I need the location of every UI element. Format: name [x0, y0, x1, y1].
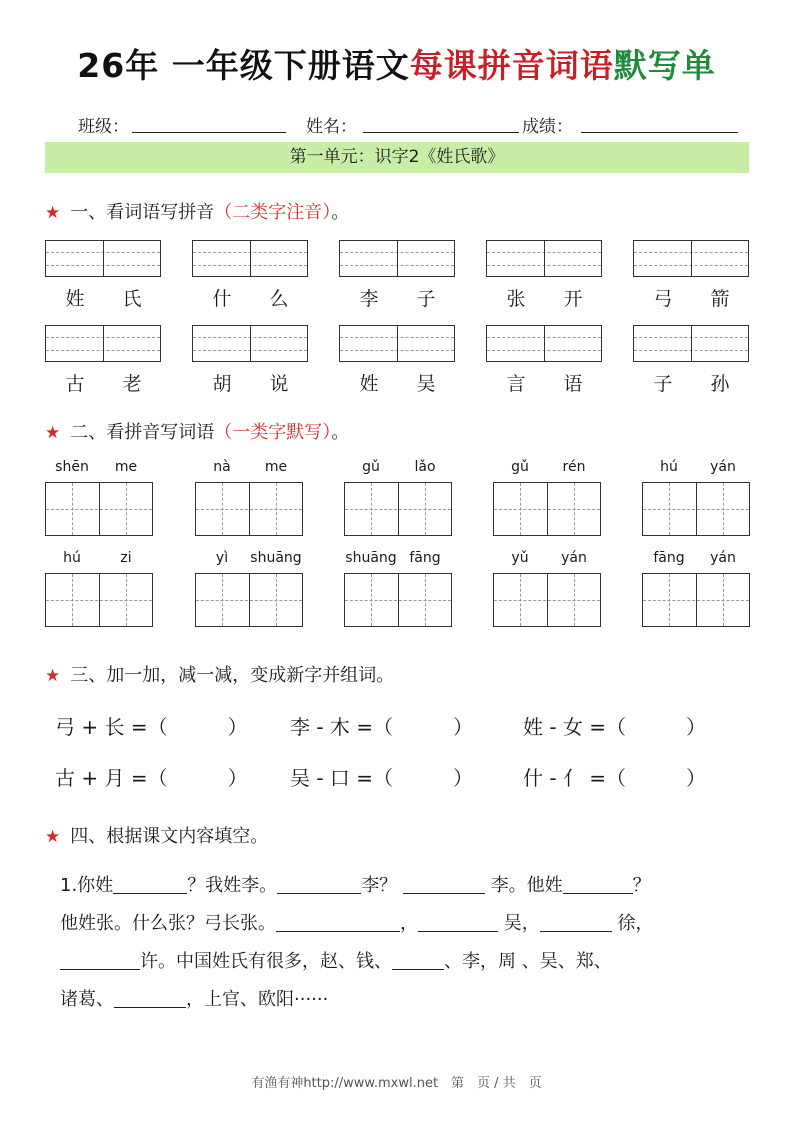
- fill-blank[interactable]: [540, 913, 612, 932]
- word-character: 什: [212, 288, 232, 310]
- word-character: 姓: [359, 373, 379, 395]
- fill-text: 、李，周 、吴、郑、: [444, 951, 612, 972]
- character-answer-box[interactable]: [195, 573, 303, 627]
- pinyin-label: nà: [213, 459, 231, 475]
- fill-line-3: [60, 947, 612, 973]
- character-answer-box[interactable]: [344, 573, 452, 627]
- fill-text: 吴，: [503, 913, 540, 934]
- pinyin-answer-box[interactable]: [339, 325, 455, 362]
- section-2-end: 。: [331, 422, 350, 443]
- word-character: 姓: [65, 288, 85, 310]
- fill-text: 李。他姓: [490, 875, 563, 896]
- character-answer-box[interactable]: [344, 482, 452, 536]
- pinyin-answer-box[interactable]: [192, 325, 308, 362]
- fill-blank[interactable]: [563, 875, 633, 894]
- fill-text: 李？: [361, 875, 398, 896]
- section-1-heading: [45, 198, 349, 224]
- pinyin-answer-box[interactable]: [339, 240, 455, 277]
- title-part-3: 默写单: [613, 46, 716, 85]
- word-character: 张: [506, 288, 526, 310]
- star-icon: ★: [45, 666, 61, 686]
- fill-text: 许。中国姓氏有很多，赵、钱、: [140, 951, 392, 972]
- fill-blank[interactable]: [392, 951, 444, 970]
- class-field[interactable]: [132, 132, 286, 133]
- fill-text: ，: [400, 913, 418, 934]
- fill-line-1: [60, 871, 651, 897]
- name-field[interactable]: [363, 132, 519, 133]
- class-label: 班级：: [78, 117, 129, 137]
- pinyin-label: shuāng: [345, 550, 397, 566]
- pinyin-answer-box[interactable]: [45, 240, 161, 277]
- equation-1[interactable]: 弓 + 长 =（ ）: [55, 715, 248, 739]
- character-answer-box[interactable]: [642, 573, 750, 627]
- fill-text: ？我姓李。: [187, 875, 278, 896]
- pinyin-label: yán: [710, 550, 736, 566]
- fill-text: ？: [632, 875, 651, 896]
- section-2-heading: [45, 418, 349, 444]
- section-1-end: 。: [331, 202, 350, 223]
- word-character: 氏: [122, 288, 142, 310]
- pinyin-label: yán: [710, 459, 736, 475]
- title-part-1: 26年 一年级下册语文: [77, 46, 410, 85]
- pinyin-label: gǔ: [511, 459, 529, 475]
- word-character: 弓: [653, 288, 673, 310]
- name-label: 姓名：: [306, 117, 357, 137]
- fill-text: 他姓张。什么张？弓长张。: [60, 913, 276, 934]
- word-character: 么: [269, 288, 289, 310]
- pinyin-label: me: [114, 459, 138, 475]
- section-4-heading: [45, 822, 268, 848]
- section-1-hint: （二类字注音）: [214, 202, 332, 223]
- character-answer-box[interactable]: [195, 482, 303, 536]
- pinyin-label: yán: [561, 550, 587, 566]
- character-answer-box[interactable]: [493, 482, 601, 536]
- fill-blank[interactable]: [276, 913, 400, 932]
- section-4-title: 四、根据课文内容填空。: [70, 826, 269, 847]
- fill-text: 徐，: [617, 913, 654, 934]
- fill-line-2: [60, 909, 653, 935]
- pinyin-label: hú: [63, 550, 81, 566]
- fill-text: ，上官、欧阳······: [186, 989, 329, 1010]
- word-character: 语: [563, 373, 583, 395]
- page-footer: 有渔有神http://www.mxwl.net 第 页 / 共 页: [251, 1076, 542, 1091]
- character-answer-box[interactable]: [493, 573, 601, 627]
- word-character: 言: [506, 373, 526, 395]
- pinyin-answer-box[interactable]: [633, 240, 749, 277]
- word-character: 吴: [416, 373, 436, 395]
- equation-3[interactable]: 姓 - 女 =（ ）: [523, 715, 707, 739]
- pinyin-label: shuāng: [250, 550, 302, 566]
- score-field[interactable]: [581, 132, 738, 133]
- pinyin-answer-box[interactable]: [486, 240, 602, 277]
- title-part-2: 每课拼音词语: [409, 46, 614, 85]
- fill-blank[interactable]: [418, 913, 498, 932]
- word-character: 说: [269, 373, 289, 395]
- section-3-title: 三、加一加，减一减，变成新字并组词。: [70, 665, 395, 686]
- pinyin-label: me: [264, 459, 288, 475]
- fill-text: 1.你姓: [60, 875, 114, 896]
- equation-2[interactable]: 李 - 木 =（ ）: [290, 715, 474, 739]
- character-answer-box[interactable]: [642, 482, 750, 536]
- section-2-hint: （一类字默写）: [214, 422, 332, 443]
- star-icon: ★: [45, 423, 61, 443]
- star-icon: ★: [45, 203, 61, 223]
- word-character: 李: [359, 288, 379, 310]
- character-answer-box[interactable]: [45, 573, 153, 627]
- word-character: 子: [653, 373, 673, 395]
- word-character: 子: [416, 288, 436, 310]
- fill-blank[interactable]: [113, 875, 187, 894]
- word-character: 箭: [710, 288, 730, 310]
- word-character: 老: [122, 373, 142, 395]
- fill-blank[interactable]: [403, 875, 485, 894]
- fill-text: 诸葛、: [60, 989, 114, 1010]
- unit-banner: 第一单元：识字2《姓氏歌》: [45, 142, 749, 173]
- pinyin-label: fāng: [409, 550, 441, 566]
- section-1-title: 一、看词语写拼音: [70, 202, 215, 223]
- equation-4[interactable]: 古 + 月 =（ ）: [55, 766, 248, 790]
- section-2-title: 二、看拼音写词语: [70, 422, 215, 443]
- word-character: 开: [563, 288, 583, 310]
- pinyin-answer-box[interactable]: [45, 325, 161, 362]
- pinyin-answer-box[interactable]: [633, 325, 749, 362]
- score-label: 成绩：: [522, 117, 573, 137]
- pinyin-label: fāng: [653, 550, 685, 566]
- fill-blank[interactable]: [60, 951, 140, 970]
- section-3-heading: [45, 661, 394, 687]
- equation-6[interactable]: 什 - 亻 =（ ）: [523, 766, 707, 790]
- pinyin-label: yǔ: [511, 550, 529, 566]
- character-answer-box[interactable]: [45, 482, 153, 536]
- pinyin-label: zi: [120, 550, 132, 566]
- pinyin-label: lǎo: [414, 459, 436, 475]
- page-title: [0, 40, 793, 87]
- pinyin-label: hú: [660, 459, 678, 475]
- equation-5[interactable]: 吴 - 口 =（ ）: [290, 766, 474, 790]
- star-icon: ★: [45, 827, 61, 847]
- fill-line-4: [60, 985, 328, 1011]
- word-character: 孙: [710, 373, 730, 395]
- fill-blank[interactable]: [114, 989, 186, 1008]
- pinyin-answer-box[interactable]: [486, 325, 602, 362]
- pinyin-label: yì: [215, 550, 229, 566]
- pinyin-label: shēn: [55, 459, 89, 475]
- pinyin-answer-box[interactable]: [192, 240, 308, 277]
- word-character: 古: [65, 373, 85, 395]
- pinyin-label: rén: [562, 459, 586, 475]
- pinyin-label: gǔ: [362, 459, 380, 475]
- fill-blank[interactable]: [277, 875, 361, 894]
- word-character: 胡: [212, 373, 232, 395]
